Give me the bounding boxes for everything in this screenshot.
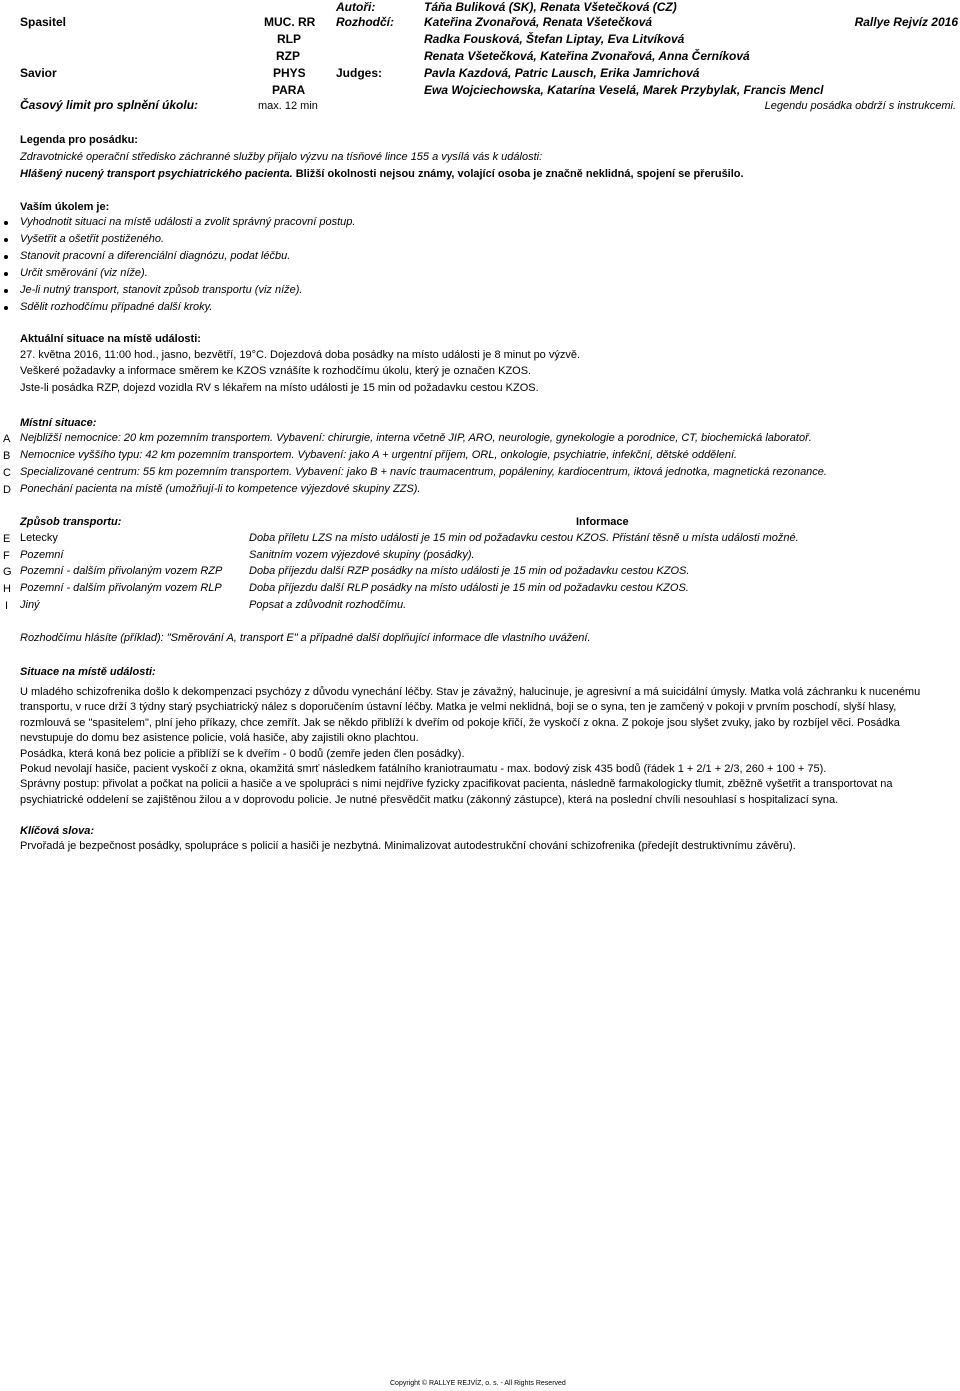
scene-body (20, 685, 950, 808)
option-letter: C (3, 467, 11, 479)
situation-title: Aktuální situace na místě události: (20, 333, 201, 345)
bullet-icon (4, 238, 8, 242)
role-mucrr: MUC. RR (264, 15, 316, 29)
transport-letter: G (3, 566, 12, 578)
savior-label: Savior (20, 66, 57, 80)
transport-mode: Pozemní - dalším přivolaným vozem RZP (20, 565, 223, 577)
task-item: Určit směrování (viz níže). (20, 267, 148, 279)
transport-mode: Pozemní (20, 549, 64, 561)
authors: Táňa Buliková (SK), Renata Všetečková (CZ) (424, 0, 677, 14)
scene-paragraph: Posádka, která koná bez policie a přiblíží se k dveřím - 0 bodů (zemře jeden člen posádky). (20, 747, 465, 760)
judges-line-5: Ewa Wojciechowska, Katarína Veselá, Marek Przybylak, Francis Mencl (424, 83, 824, 97)
transport-info: Popsat a zdůvodnit rozhodčímu. (249, 599, 407, 611)
transport-info: Doba příjezdu další RLP posádky na místo události je 15 min od požadavku cestou KZOS. (249, 582, 689, 594)
authors-label: Autoři: (336, 0, 376, 14)
judges-line-1: Kateřina Zvonařová, Renata Všetečková (424, 15, 653, 29)
role-para: PARA (272, 83, 306, 97)
transport-info: Doba příjezdu další RZP posádky na místo události je 15 min od požadavku cestou KZOS. (249, 565, 690, 577)
task-item: Vyhodnotit situaci na místě události a zvolit správný pracovní postup. (20, 216, 356, 228)
legend-report-rest: Bližší okolnosti nejsou známy, volající osoba je značně neklidná, spojení se přerušilo. (292, 168, 744, 180)
legend-report (20, 168, 744, 180)
role-rlp: RLP (277, 32, 301, 46)
spasitel-label: Spasitel (20, 15, 67, 29)
transport-example: Rozhodčímu hlásíte (příklad): "Směrování A, transport E" a případné další doplňující informace dle vlastního uvážení. (20, 632, 591, 644)
task-item: Je-li nutný transport, stanovit způsob transportu (viz níže). (20, 284, 303, 296)
judges-en-label: Judges: (336, 66, 383, 80)
task-item: Sdělit rozhodčímu případné další kroky. (20, 301, 213, 313)
transport-title: Způsob transportu: (20, 516, 122, 528)
judges-line-2: Radka Fousková, Štefan Liptay, Eva Litvíková (424, 32, 685, 46)
bullet-icon (4, 221, 8, 225)
situation-line: Jste-li posádka RZP, dojezd vozidla RV s lékařem na místo události je 15 min od požadavku cestou KZOS. (20, 382, 539, 394)
scene-paragraph: Pokud nevolají hasiče, pacient vyskočí z okna, okamžitá smrť následkem fatálního kraniotraumatu - max. bodový zisk 435 bodů (řádek 1 + 2/1 + 2/3, 260 + 100 + 75). (20, 763, 827, 776)
footer-copyright: Copyright © RALLYE REJVÍZ, o. s. - All Rights Reserved (390, 1380, 566, 1387)
local-title: Místní situace: (20, 417, 97, 429)
option-text: Specializované centrum: 55 km pozemním transportem. Vybavení: jako B + navíc traumacentrum, popáleniny, kardiocentrum, iktová jednotka, magnetická rezonance. (20, 466, 827, 478)
legend-title: Legenda pro posádku: (20, 134, 138, 146)
bullet-icon (4, 272, 8, 276)
judges-cz-label: Rozhodčí: (336, 15, 394, 29)
scene-paragraph: U mladého schizofrenika došlo k dekompenzaci psychózy z důvodu vynechání léčby. Stav je závažný, halucinuje, je agresivní a má suicidální úmysly. Matka volá záchranku k nucenému transportu, v ruce drží 3 týdny starý psychiatrický nález s doporučením ústavní léčby. Matka je velmi neklidná, boji se o syna, ten je zamčený v pokoji v prvním poschodí, slyší hlasy, rozmlouvá se "spasitelem", plní jeho příkazy, chce zemřít. Jak se někdo přiblíží k dveřím od pokoje křičí, že vyskočí z okna. Z pokoje jsou slyšet zvuky, jako by rozbíjel věci. Posádka nevstupuje do domu bez asistence policie, volá hasiče, aby zajistili okno plachtou. (20, 686, 921, 745)
legend-note: Legendu posádka obdrží s instrukcemi. (764, 100, 956, 112)
judges-line-4: Pavla Kazdová, Patric Lausch, Erika Jamrichová (424, 66, 700, 80)
legend-report-bold: Hlášený nucený transport psychiatrického pacienta. (20, 168, 293, 180)
bullet-icon (4, 255, 8, 259)
info-title: Informace (576, 516, 629, 528)
scene-title: Situace na místě události: (20, 666, 156, 678)
judges-line-3: Renata Všetečková, Kateřina Zvonařová, Anna Černíková (424, 49, 750, 63)
role-phys: PHYS (273, 66, 306, 80)
task-item: Stanovit pracovní a diferenciální diagnózu, podat léčbu. (20, 250, 291, 262)
transport-letter: H (3, 583, 11, 595)
transport-info: Doba příletu LZS na místo události je 15 min od požadavku cestou KZOS. Přistání těsně u místa události možné. (249, 532, 799, 544)
task-item: Vyšetřit a ošetřit postiženého. (20, 233, 165, 245)
transport-info: Sanitním vozem výjezdové skupiny (posádky). (249, 549, 475, 561)
time-limit-label: Časový limit pro splnění úkolu: (20, 98, 199, 112)
keywords-title: Klíčová slova: (20, 825, 94, 837)
task-title: Vaším úkolem je: (20, 201, 110, 213)
situation-line: 27. května 2016, 11:00 hod., jasno, bezvětří, 19°C. Dojezdová doba posádky na místo události je 8 minut po výzvě. (20, 349, 581, 361)
transport-mode: Jiný (20, 599, 40, 611)
event-name: Rallye Rejvíz 2016 (854, 15, 958, 29)
option-text: Nemocnice vyššího typu: 42 km pozemním transportem. Vybavení: jako A + urgentní příjem, ORL, onkologie, psychiatrie, infekční, dětské oddělení. (20, 449, 738, 461)
transport-letter: F (3, 550, 10, 562)
option-letter: A (3, 433, 11, 445)
option-text: Ponechání pacienta na místě (umožňují-li to kompetence výjezdové skupiny ZZS). (20, 483, 421, 495)
option-letter: D (3, 484, 11, 496)
legend-intro: Zdravotnické operační středisko záchranné služby přijalo výzvu na tísňové lince 155 a vysílá vás k události: (20, 151, 543, 163)
scene-paragraph: Správny postup: přivolat a počkat na policii a hasiče a ve spolupráci s nimi nejdříve fyzicky zpacifikovat pacienta, následně farmakologicky tlumit, zběžně vyšetřit a transportovat na psychiatrické oddelení se zajištěnou žilou a v doprovodu policie. Je nutné přesvědčit matku (zákonný zástupce), která na poslední chvíli nesouhlasí s hospitalizací syna. (20, 778, 893, 806)
situation-line: Veškeré požadavky a informace směrem ke KZOS vznášíte k rozhodčímu úkolu, který je označen KZOS. (20, 365, 532, 377)
keywords-text: Prvořadá je bezpečnost posádky, spolupráce s policií a hasiči je nezbytná. Minimalizovat autodestrukční chování schizofrenika (předejít destruktivnímu závěru). (20, 840, 796, 852)
transport-letter: E (3, 533, 11, 545)
transport-mode: Pozemní - dalším přivolaným vozem RLP (20, 582, 222, 594)
transport-mode: Letecky (20, 532, 58, 544)
transport-letter: I (5, 600, 9, 612)
option-text: Nejbližší nemocnice: 20 km pozemním transportem. Vybavení: chirurgie, interna včetně JIP, ARO, neurologie, gynekologie a porodnice, CT, biochemická laboratoř. (20, 432, 812, 444)
role-rzp: RZP (276, 49, 300, 63)
bullet-icon (4, 306, 8, 310)
bullet-icon (4, 289, 8, 293)
time-limit-value: max. 12 min (258, 100, 318, 112)
option-letter: B (3, 450, 11, 462)
